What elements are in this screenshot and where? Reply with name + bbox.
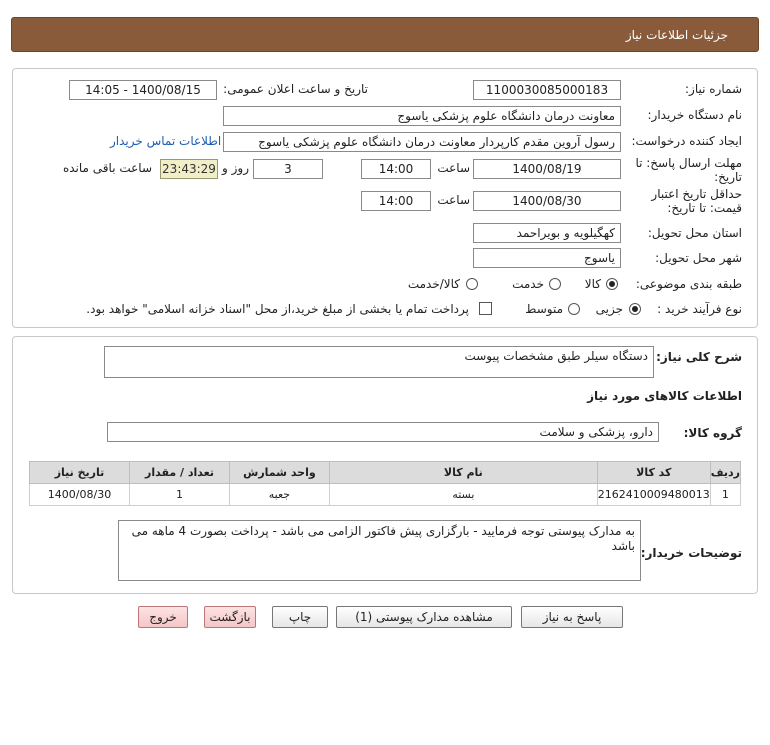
category-option-service: خدمت: [512, 277, 544, 291]
reply-button[interactable]: پاسخ به نیاز: [521, 606, 623, 628]
announce-label: تاریخ و ساعت اعلان عمومی:: [223, 82, 368, 96]
category-label: طبقه بندی موضوعی:: [635, 277, 742, 291]
validity-time-label: ساعت: [437, 193, 470, 207]
col-code: کد کالا: [597, 462, 710, 484]
purchase-option-medium: متوسط: [525, 302, 563, 316]
city-field: یاسوج: [473, 248, 621, 268]
page-title: جزئیات اطلاعات نیاز: [625, 28, 728, 42]
back-button[interactable]: بازگشت: [204, 606, 256, 628]
remaining-label: ساعت باقی مانده: [62, 161, 152, 175]
buyer-notes-label: توضیحات خریدار:: [640, 546, 742, 560]
deadline-time-field: 14:00: [361, 159, 431, 179]
need-number-field: 1100030085000183: [473, 80, 621, 100]
goods-group-field: دارو، پزشکی و سلامت: [107, 422, 659, 442]
cell-date: 1400/08/30: [30, 484, 130, 506]
announce-field: 1400/08/15 - 14:05: [69, 80, 217, 100]
creator-field: رسول آروین مقدم کارپردار معاونت درمان دانشگاه علوم پزشکی یاسوج: [223, 132, 621, 152]
days-label: روز و: [222, 161, 249, 175]
cell-qty: 1: [130, 484, 230, 506]
buyer-contact-link[interactable]: اطلاعات تماس خریدار: [110, 134, 222, 148]
treasury-payment-note: پرداخت تمام یا بخشی از مبلغ خرید،از محل "اسناد خزانه اسلامی" خواهد بود.: [86, 302, 469, 316]
buyer-label: نام دستگاه خریدار:: [647, 108, 742, 122]
province-label: استان محل تحویل:: [647, 226, 742, 240]
remaining-timer: 23:43:29: [160, 159, 218, 179]
validity-label: حداقل تاریخ اعتبار قیمت: تا تاریخ:: [651, 187, 742, 215]
col-qty: تعداد / مقدار: [130, 462, 230, 484]
goods-table-header: [30, 462, 741, 484]
col-unit: واحد شمارش: [229, 462, 329, 484]
creator-label: ایجاد کننده درخواست:: [631, 134, 742, 148]
goods-section-title: اطلاعات کالاهای مورد نیاز: [587, 389, 742, 403]
col-row: ردیف: [710, 462, 740, 484]
city-label: شهر محل تحویل:: [655, 251, 742, 265]
deadline-time-label: ساعت: [437, 161, 470, 175]
need-number-label: شماره نیاز:: [685, 82, 742, 96]
cell-name: بسته: [329, 484, 597, 506]
col-date: تاریخ نیاز: [30, 462, 130, 484]
validity-date-field: 1400/08/30: [473, 191, 621, 211]
view-attachments-button[interactable]: مشاهده مدارک پیوستی (1): [336, 606, 512, 628]
deadline-label: مهلت ارسال پاسخ: تا تاریخ:: [635, 156, 742, 184]
days-field: 3: [253, 159, 323, 179]
buyer-notes-field: به مدارک پیوستی توجه فرمایید - بارگزاری پیش فاکتور الزامی می باشد - پرداخت بصورت 4 ماهه می باشد: [118, 520, 641, 581]
purchase-radio-medium[interactable]: [568, 303, 580, 315]
exit-button[interactable]: خروج: [138, 606, 188, 628]
category-radio-goods-service[interactable]: [466, 278, 478, 290]
category-option-goods: کالا: [584, 277, 601, 291]
deadline-date-field: 1400/08/19: [473, 159, 621, 179]
summary-field: دستگاه سیلر طبق مشخصات پیوست: [104, 346, 654, 378]
cell-unit: جعبه: [229, 484, 329, 506]
category-radio-service[interactable]: [549, 278, 561, 290]
cell-row: 1: [710, 484, 740, 506]
purchase-type-label: نوع فرآیند خرید :: [657, 302, 742, 316]
col-name: نام کالا: [329, 462, 597, 484]
goods-group-label: گروه کالا:: [683, 426, 742, 440]
province-field: کهگیلویه و بویراحمد: [473, 223, 621, 243]
buyer-field: معاونت درمان دانشگاه علوم پزشکی یاسوج: [223, 106, 621, 126]
summary-label: شرح کلی نیاز:: [656, 350, 742, 364]
category-radio-goods[interactable]: [606, 278, 618, 290]
treasury-payment-checkbox[interactable]: [479, 302, 492, 315]
category-option-goods-service: کالا/خدمت: [407, 277, 460, 291]
cell-code: 2162410009480013: [597, 484, 710, 506]
purchase-radio-minor[interactable]: [629, 303, 641, 315]
table-row: [30, 484, 741, 506]
print-button[interactable]: چاپ: [272, 606, 328, 628]
validity-time-field: 14:00: [361, 191, 431, 211]
purchase-option-minor: جزیی: [595, 302, 623, 316]
goods-table: [29, 461, 741, 506]
page-header: [11, 17, 759, 52]
